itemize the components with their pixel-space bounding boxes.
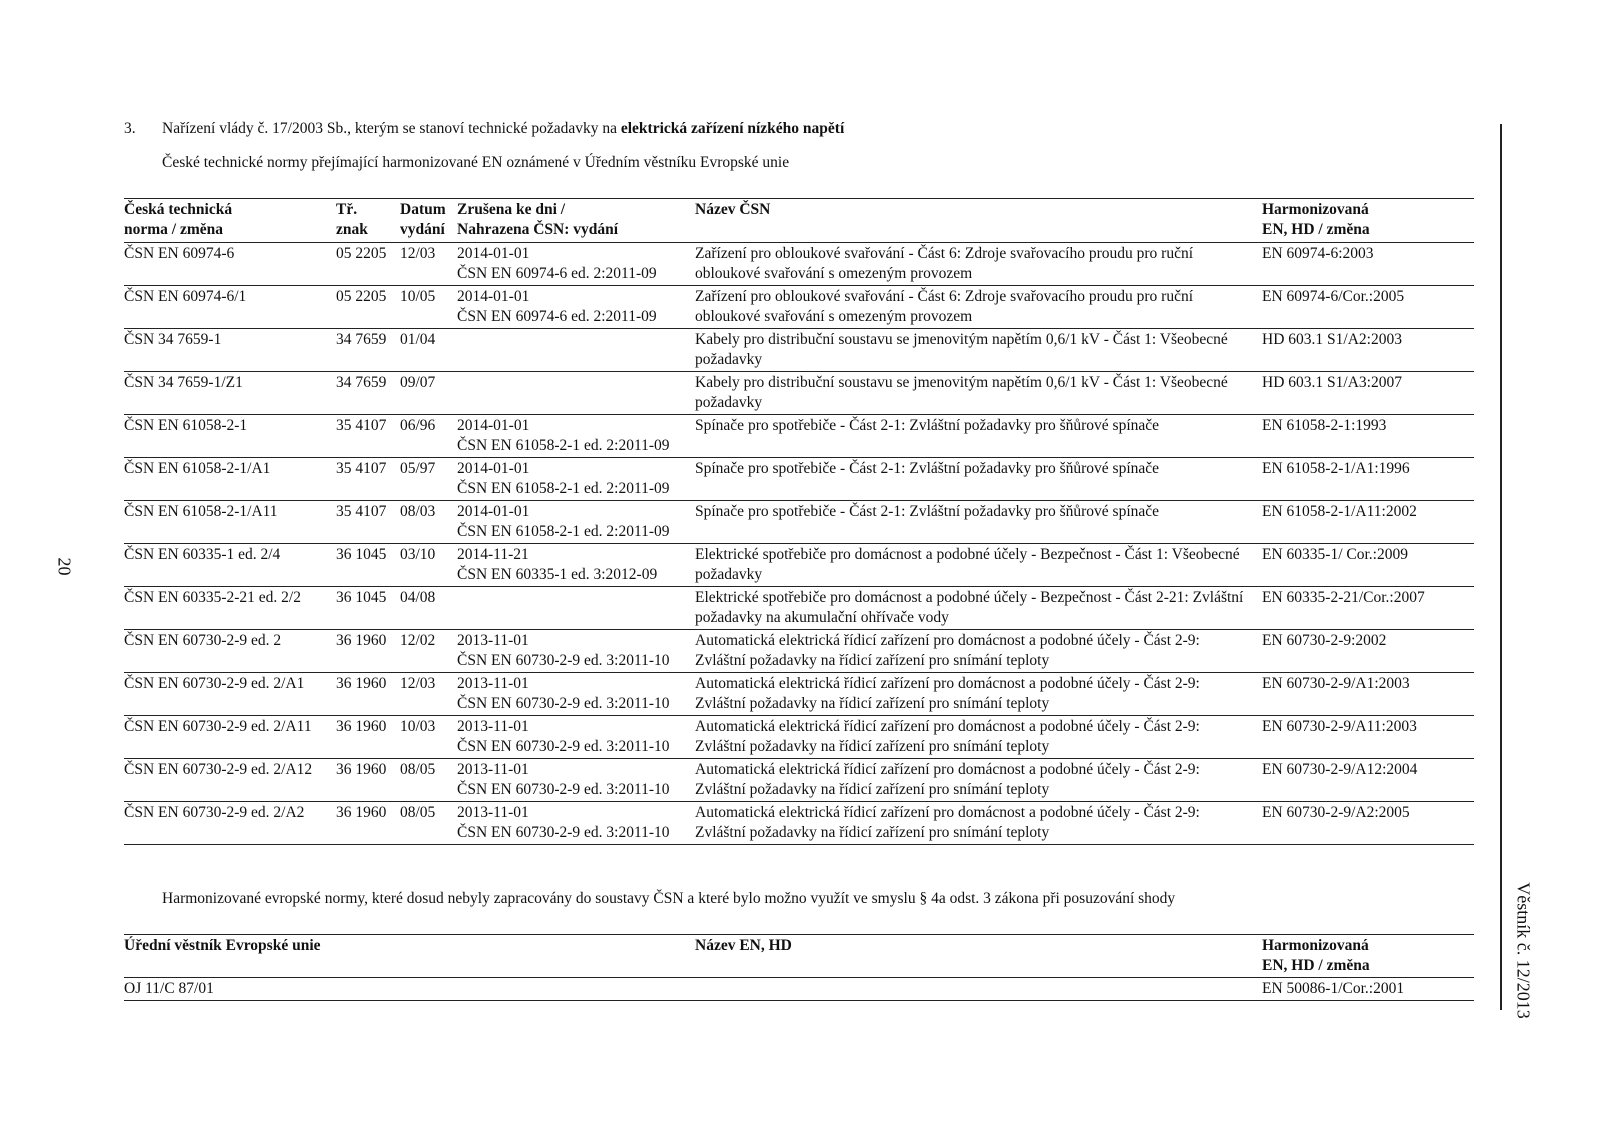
name-cell: Automatická elektrická řídicí zařízení pro domácnost a podobné účely - Část 2-9: Zvláštní požadavky na řídicí zařízení pro snímání teploty — [695, 761, 1200, 798]
date-cell: 01/04 — [400, 331, 436, 348]
harmonized-cell: HD 603.1 S1/A3:2007 — [1262, 374, 1402, 391]
table-row — [124, 673, 1474, 716]
class-cell: 35 4107 — [336, 417, 387, 434]
date-cell: 03/10 — [400, 546, 436, 563]
date-cell: 08/03 — [400, 503, 436, 520]
replaced-cell: 2013-11-01 ČSN EN 60730-2-9 ed. 3:2011-10 — [457, 804, 670, 841]
norm-cell: ČSN EN 60974-6/1 — [124, 288, 247, 305]
norm-cell: ČSN 34 7659-1/Z1 — [124, 374, 243, 391]
norm-cell: ČSN EN 60730-2-9 ed. 2/A1 — [124, 675, 305, 692]
name-cell: Spínače pro spotřebiče - Část 2-1: Zvláštní požadavky pro šňůrové spínače — [695, 417, 1160, 434]
date-cell: 09/07 — [400, 374, 436, 391]
table-row — [124, 716, 1474, 759]
table-row — [124, 458, 1474, 501]
eu-harmonized-cell: EN 50086-1/Cor.:2001 — [1262, 980, 1405, 997]
replaced-cell: 2013-11-01 ČSN EN 60730-2-9 ed. 3:2011-10 — [457, 632, 670, 669]
harmonized-cell: EN 61058-2-1/A11:2002 — [1262, 503, 1417, 520]
replaced-cell: 2014-11-21 ČSN EN 60335-1 ed. 3:2012-09 — [457, 546, 658, 583]
harmonized-cell: EN 60730-2-9:2002 — [1262, 632, 1387, 649]
name-cell: Automatická elektrická řídicí zařízení pro domácnost a podobné účely - Část 2-9: Zvláštní požadavky na řídicí zařízení pro snímání teploty — [695, 632, 1200, 669]
name-cell: Zařízení pro obloukové svařování - Část 6: Zdroje svařovacího proudu pro ruční obloukové svařování s omezeným provozem — [695, 245, 1194, 282]
col-header-norm: Česká technická norma / změna — [124, 201, 233, 238]
class-cell: 05 2205 — [336, 245, 387, 262]
norm-cell: ČSN EN 60335-1 ed. 2/4 — [124, 546, 281, 563]
replaced-cell — [457, 329, 695, 372]
class-cell: 36 1960 — [336, 718, 387, 735]
harmonized-cell: EN 60974-6/Cor.:2005 — [1262, 288, 1405, 305]
name-cell: Elektrické spotřebiče pro domácnost a podobné účely - Bezpečnost - Část 1: Všeobecné požadavky — [695, 546, 1240, 583]
class-cell: 34 7659 — [336, 331, 387, 348]
date-cell: 05/97 — [400, 460, 436, 477]
table-row — [124, 587, 1474, 630]
harmonized-cell: EN 60974-6:2003 — [1262, 245, 1374, 262]
norm-cell: ČSN EN 61058-2-1/A11 — [124, 503, 278, 520]
margin-rule — [1500, 124, 1502, 1010]
harmonized-cell: EN 60335-1/ Cor.:2009 — [1262, 546, 1408, 563]
date-cell: 12/03 — [400, 245, 436, 262]
norm-cell: ČSN EN 60730-2-9 ed. 2/A12 — [124, 761, 313, 778]
name-cell: Automatická elektrická řídicí zařízení pro domácnost a podobné účely - Část 2-9: Zvláštní požadavky na řídicí zařízení pro snímání teploty — [695, 718, 1200, 755]
class-cell: 35 4107 — [336, 503, 387, 520]
name-cell: Spínače pro spotřebiče - Část 2-1: Zvláštní požadavky pro šňůrové spínače — [695, 503, 1160, 520]
table-header-row — [124, 199, 1474, 243]
class-cell: 36 1960 — [336, 632, 387, 649]
harmonized-cell: EN 60730-2-9/A11:2003 — [1262, 718, 1417, 735]
name-cell: Elektrické spotřebiče pro domácnost a podobné účely - Bezpečnost - Část 2-21: Zvláštní požadavky na akumulační ohřívače vody — [695, 589, 1244, 626]
name-cell: Automatická elektrická řídicí zařízení pro domácnost a podobné účely - Část 2-9: Zvláštní požadavky na řídicí zařízení pro snímání teploty — [695, 675, 1200, 712]
class-cell: 36 1045 — [336, 589, 387, 606]
replaced-cell: 2014-01-01 ČSN EN 61058-2-1 ed. 2:2011-09 — [457, 460, 670, 497]
eu-col-header-name: Název EN, HD — [695, 937, 792, 954]
replaced-cell: 2014-01-01 ČSN EN 61058-2-1 ed. 2:2011-09 — [457, 503, 670, 540]
table-row — [124, 329, 1474, 372]
norms-table-body — [124, 243, 1474, 845]
date-cell: 06/96 — [400, 417, 436, 434]
name-cell: Kabely pro distribuční soustavu se jmenovitým napětím 0,6/1 kV - Část 1: Všeobecné požadavky — [695, 331, 1228, 368]
class-cell: 36 1045 — [336, 546, 387, 563]
eu-name-cell — [695, 978, 1262, 1001]
section-number: 3. — [124, 120, 136, 137]
replaced-cell: 2013-11-01 ČSN EN 60730-2-9 ed. 3:2011-10 — [457, 718, 670, 755]
class-cell: 34 7659 — [336, 374, 387, 391]
date-cell: 08/05 — [400, 761, 436, 778]
col-header-date: Datum vydání — [400, 201, 446, 238]
name-cell: Kabely pro distribuční soustavu se jmenovitým napětím 0,6/1 kV - Část 1: Všeobecné požadavky — [695, 374, 1228, 411]
class-cell: 36 1960 — [336, 804, 387, 821]
name-cell: Spínače pro spotřebiče - Část 2-1: Zvláštní požadavky pro šňůrové spínače — [695, 460, 1160, 477]
journal-cell: OJ 11/C 87/01 — [124, 980, 214, 997]
date-cell: 04/08 — [400, 589, 436, 606]
table-row — [124, 243, 1474, 286]
table-row — [124, 415, 1474, 458]
norm-cell: ČSN 34 7659-1 — [124, 331, 222, 348]
date-cell: 10/05 — [400, 288, 436, 305]
norm-cell: ČSN EN 60730-2-9 ed. 2/A2 — [124, 804, 305, 821]
table-row — [124, 544, 1474, 587]
section-title: Nařízení vlády č. 17/2003 Sb., kterým se stanoví technické požadavky na — [162, 120, 621, 137]
date-cell: 12/03 — [400, 675, 436, 692]
norm-cell: ČSN EN 60730-2-9 ed. 2 — [124, 632, 282, 649]
class-cell: 05 2205 — [336, 288, 387, 305]
replaced-cell: 2013-11-01 ČSN EN 60730-2-9 ed. 3:2011-10 — [457, 761, 670, 798]
name-cell: Automatická elektrická řídicí zařízení pro domácnost a podobné účely - Část 2-9: Zvláštní požadavky na řídicí zařízení pro snímání teploty — [695, 804, 1200, 841]
harmonized-cell: EN 60730-2-9/A12:2004 — [1262, 761, 1418, 778]
class-cell: 36 1960 — [336, 761, 387, 778]
table-row — [124, 630, 1474, 673]
eu-table — [124, 934, 1474, 1001]
replaced-cell: 2014-01-01 ČSN EN 60974-6 ed. 2:2011-09 — [457, 288, 657, 325]
bulletin-title: Věstník č. 12/2013 — [1513, 882, 1534, 1019]
replaced-cell: 2013-11-01 ČSN EN 60730-2-9 ed. 3:2011-10 — [457, 675, 670, 712]
norm-cell: ČSN EN 61058-2-1/A1 — [124, 460, 271, 477]
replaced-cell — [457, 372, 695, 415]
eu-table-header-row — [124, 935, 1474, 978]
table-row — [124, 759, 1474, 802]
eu-col-header-journal: Úřední věstník Evropské unie — [124, 937, 321, 954]
date-cell: 10/03 — [400, 718, 436, 735]
class-cell: 36 1960 — [336, 675, 387, 692]
col-header-harmonized: Harmonizovaná EN, HD / změna — [1262, 201, 1370, 238]
norms-table — [124, 198, 1474, 845]
harmonized-cell: EN 60335-2-21/Cor.:2007 — [1262, 589, 1425, 606]
replaced-cell — [457, 587, 695, 630]
class-cell: 35 4107 — [336, 460, 387, 477]
note-text: Harmonizované evropské normy, které dosud nebyly zapracovány do soustavy ČSN a které bylo možno využít ve smyslu § 4a odst. 3 zákona při posuzování shody — [162, 890, 1176, 907]
section-subtitle: České technické normy přejímající harmonizované EN oznámené v Úředním věstníku Evropské unie — [162, 154, 790, 171]
eu-table-row — [124, 978, 1474, 1001]
norm-cell: ČSN EN 60730-2-9 ed. 2/A11 — [124, 718, 312, 735]
norm-cell: ČSN EN 60974-6 — [124, 245, 235, 262]
page-number: 20 — [54, 557, 75, 576]
col-header-class: Tř. znak — [336, 201, 368, 238]
col-header-replaced: Zrušena ke dni / Nahrazena ČSN: vydání — [457, 201, 619, 238]
date-cell: 08/05 — [400, 804, 436, 821]
table-row — [124, 372, 1474, 415]
norm-cell: ČSN EN 60335-2-21 ed. 2/2 — [124, 589, 301, 606]
eu-col-header-harmonized: Harmonizovaná EN, HD / změna — [1262, 937, 1370, 974]
harmonized-cell: EN 60730-2-9/A2:2005 — [1262, 804, 1410, 821]
harmonized-cell: HD 603.1 S1/A2:2003 — [1262, 331, 1402, 348]
harmonized-cell: EN 61058-2-1:1993 — [1262, 417, 1387, 434]
date-cell: 12/02 — [400, 632, 436, 649]
replaced-cell: 2014-01-01 ČSN EN 60974-6 ed. 2:2011-09 — [457, 245, 657, 282]
harmonized-cell: EN 60730-2-9/A1:2003 — [1262, 675, 1410, 692]
replaced-cell: 2014-01-01 ČSN EN 61058-2-1 ed. 2:2011-09 — [457, 417, 670, 454]
name-cell: Zařízení pro obloukové svařování - Část 6: Zdroje svařovacího proudu pro ruční obloukové svařování s omezeným provozem — [695, 288, 1194, 325]
section-heading — [124, 120, 844, 138]
table-row — [124, 802, 1474, 845]
eu-table-body — [124, 978, 1474, 1001]
norm-cell: ČSN EN 61058-2-1 — [124, 417, 248, 434]
harmonized-cell: EN 61058-2-1/A1:1996 — [1262, 460, 1410, 477]
table-row — [124, 501, 1474, 544]
table-row — [124, 286, 1474, 329]
col-header-name: Název ČSN — [695, 201, 771, 218]
section-title-bold: elektrická zařízení nízkého napětí — [620, 120, 845, 137]
